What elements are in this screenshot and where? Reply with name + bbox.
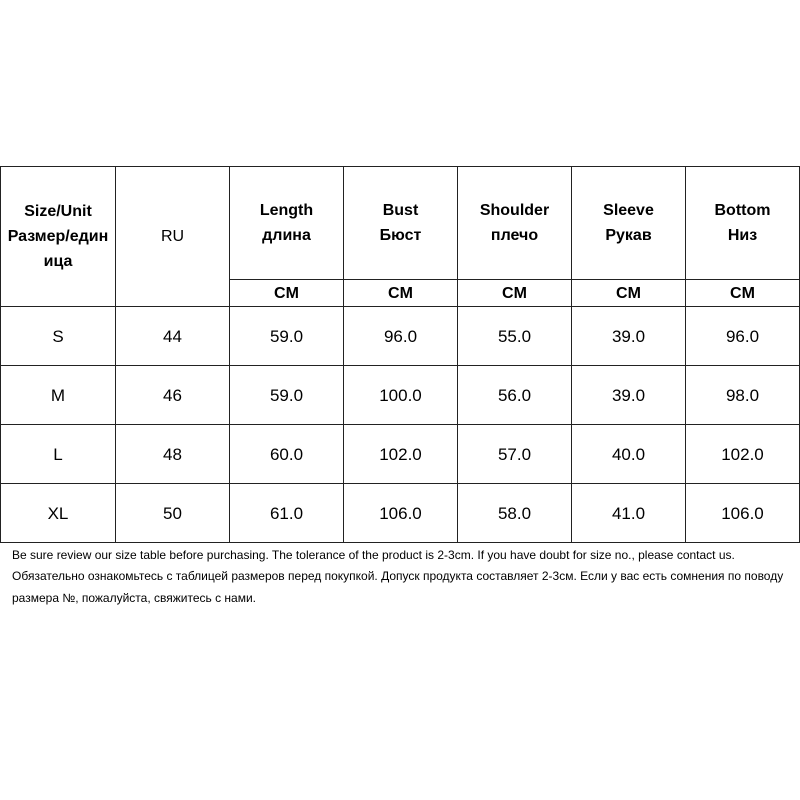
bust-cell: 106.0 <box>344 484 458 543</box>
sleeve-cell: 41.0 <box>572 484 686 543</box>
size-cell: S <box>1 307 116 366</box>
sleeve-header <box>572 167 686 280</box>
table-row-m <box>1 366 800 425</box>
length-unit: CM <box>230 280 344 307</box>
table-row-s <box>1 307 800 366</box>
length-cell: 59.0 <box>230 307 344 366</box>
ru-header: RU <box>116 167 230 307</box>
bust-header-ru: Бюст <box>379 227 422 244</box>
bust-header <box>344 167 458 280</box>
header-row <box>1 167 800 280</box>
note-russian: Обязательно ознакомьтесь с таблицей размеров перед покупкой. Допуск продукта составляет 2-3см. Если у вас есть сомнения по поводу размера №, пожалуйста, свяжитесь с нами. <box>12 569 784 605</box>
bust-cell: 100.0 <box>344 366 458 425</box>
sleeve-cell: 40.0 <box>572 425 686 484</box>
bottom-cell: 96.0 <box>686 307 800 366</box>
length-header <box>230 167 344 280</box>
bottom-header <box>686 167 800 280</box>
bust-header-en: Bust <box>382 202 419 219</box>
size-unit-header <box>1 167 116 307</box>
length-cell: 61.0 <box>230 484 344 543</box>
sleeve-cell: 39.0 <box>572 307 686 366</box>
bottom-header-en: Bottom <box>714 202 771 219</box>
bust-cell: 96.0 <box>344 307 458 366</box>
size-cell: M <box>1 366 116 425</box>
bottom-cell: 102.0 <box>686 425 800 484</box>
sleeve-header-ru: Рукав <box>605 227 652 244</box>
table-row-l <box>1 425 800 484</box>
ru-cell: 46 <box>116 366 230 425</box>
bust-unit: CM <box>344 280 458 307</box>
shoulder-header-en: Shoulder <box>479 202 550 219</box>
note-english: Be sure review our size table before purchasing. The tolerance of the product is 2-3cm. If you have doubt for size no., please contact us. <box>12 548 735 562</box>
ru-cell: 44 <box>116 307 230 366</box>
shoulder-header <box>458 167 572 280</box>
sleeve-cell: 39.0 <box>572 366 686 425</box>
bottom-header-ru: Низ <box>727 227 758 244</box>
bottom-cell: 98.0 <box>686 366 800 425</box>
shoulder-cell: 56.0 <box>458 366 572 425</box>
size-unit-header-ru: Размер/един <box>7 228 109 245</box>
shoulder-cell: 57.0 <box>458 425 572 484</box>
ru-cell: 48 <box>116 425 230 484</box>
shoulder-cell: 55.0 <box>458 307 572 366</box>
size-unit-header-ru-cont: ица <box>43 253 73 270</box>
size-unit-header-en: Size/Unit <box>24 203 92 220</box>
shoulder-unit: CM <box>458 280 572 307</box>
bottom-unit: CM <box>686 280 800 307</box>
length-header-ru: длина <box>262 227 311 244</box>
sleeve-unit: CM <box>572 280 686 307</box>
bottom-cell: 106.0 <box>686 484 800 543</box>
shoulder-header-ru: плечо <box>490 227 539 244</box>
table-row-xl <box>1 484 800 543</box>
bust-cell: 102.0 <box>344 425 458 484</box>
size-cell: XL <box>1 484 116 543</box>
size-chart-table <box>0 166 800 543</box>
length-cell: 59.0 <box>230 366 344 425</box>
shoulder-cell: 58.0 <box>458 484 572 543</box>
size-cell: L <box>1 425 116 484</box>
length-header-en: Length <box>259 202 314 219</box>
ru-cell: 50 <box>116 484 230 543</box>
sleeve-header-en: Sleeve <box>603 202 654 219</box>
length-cell: 60.0 <box>230 425 344 484</box>
